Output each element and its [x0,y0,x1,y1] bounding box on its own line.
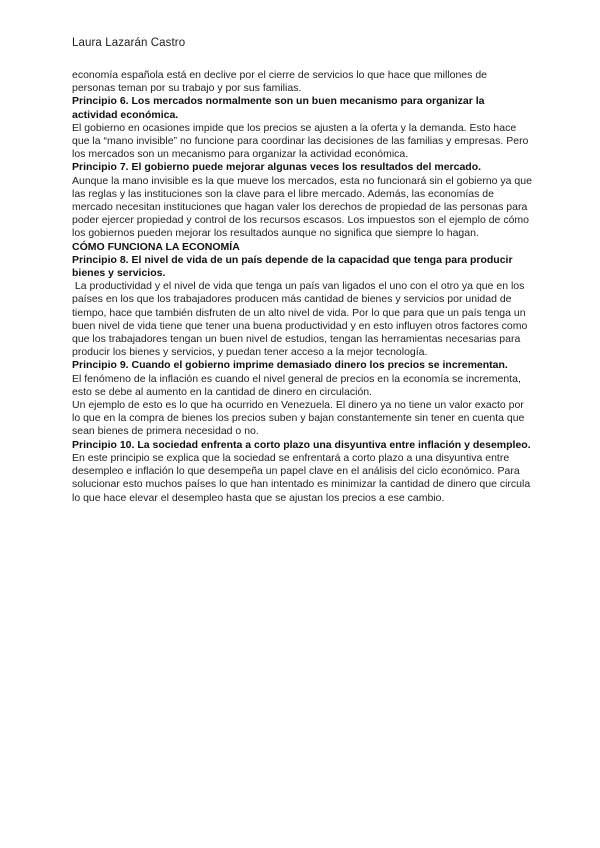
paragraph-principle-8: La productividad y el nivel de vida que tenga un país van ligados el uno con el otro ya que en los países en los que los trabajadores producen más cantidad de bienes y servicios por unidad de tiempo, hace que también disfruten de un alto nivel de vida. Por lo que para que un país tenga un buen nivel de vida tiene que tener una buena productividad y en esto influyen otros factores como que los trabajadores tengan un buen nivel de estudios, tengan las herramientas necesarias para producir los bienes y servicios, y puedan tener acceso a la mejor tecnología. [72,280,531,359]
author-name: Laura Lazarán Castro [72,37,186,49]
document-body [72,69,532,505]
paragraph-principle-6: El gobierno en ocasiones impide que los precios se ajusten a la oferta y la demanda. Esto hace que la “mano invisible” no funcione para coordinar las decisiones de las familias y empresas. Pero los mercados son un mecanismo para organizar la actividad económica. [72,121,529,161]
heading-principle-7: Principio 7. El gobierno puede mejorar algunas veces los resultados del mercado. [72,161,482,174]
paragraph-principle-10: En este principio se explica que la sociedad se enfrentará a corto plazo a una disyuntiva entre desempleo e inflación lo que desempeña un papel clave en el análisis del ciclo económico. Para solucionar esto muchos países lo que han intentado es minimizar la cantidad de dinero que circula lo que hace elevar el desempleo hasta que se ajustan los precios a ese cambio. [72,451,531,504]
heading-principle-8: Principio 8. El nivel de vida de un país depende de la capacidad que tenga para producir bienes y servicios. [72,253,513,280]
paragraph-principle-7: Aunque la mano invisible es la que mueve los mercados, esta no funcionará sin el gobierno ya que las reglas y las instituciones son la clave para el libre mercado. Además, las economías de mercado necesitan instituciones que hagan valer los derechos de propiedad de las personas para poder ejercer propiedad y control de los recursos escasos. Los impuestos son el ejemplo de cómo los gobiernos pueden mejorar los resultados aunque no significa que siempre lo hagan. [72,174,532,240]
section-heading-como-funciona: CÓMO FUNCIONA LA ECONOMÍA [72,240,240,253]
paragraph-continuation: economía española está en declive por el cierre de servicios lo que hace que millones de personas teman por su trabajo y por sus familias. [72,69,487,95]
heading-principle-9: Principio 9. Cuando el gobierno imprime demasiado dinero los precios se incrementan. [72,359,508,372]
heading-principle-6: Principio 6. Los mercados normalmente son un buen mecanismo para organizar la actividad económica. [72,95,485,121]
heading-principle-10: Principio 10. La sociedad enfrenta a corto plazo una disyuntiva entre inflación y desempleo. [72,438,531,451]
paragraph-principle-9-b: Un ejemplo de esto es lo que ha ocurrido en Venezuela. El dinero ya no tiene un valor exacto por lo que en la compra de bienes los precios suben y bajan constantemente sin tener en cuenta que sean bienes de primera necesidad o no. [72,399,525,438]
paragraph-principle-9-a: El fenómeno de la inflación es cuando el nivel general de precios en la economía se incrementa, esto se debe al aumento en la cantidad de dinero en circulación. [72,372,521,398]
